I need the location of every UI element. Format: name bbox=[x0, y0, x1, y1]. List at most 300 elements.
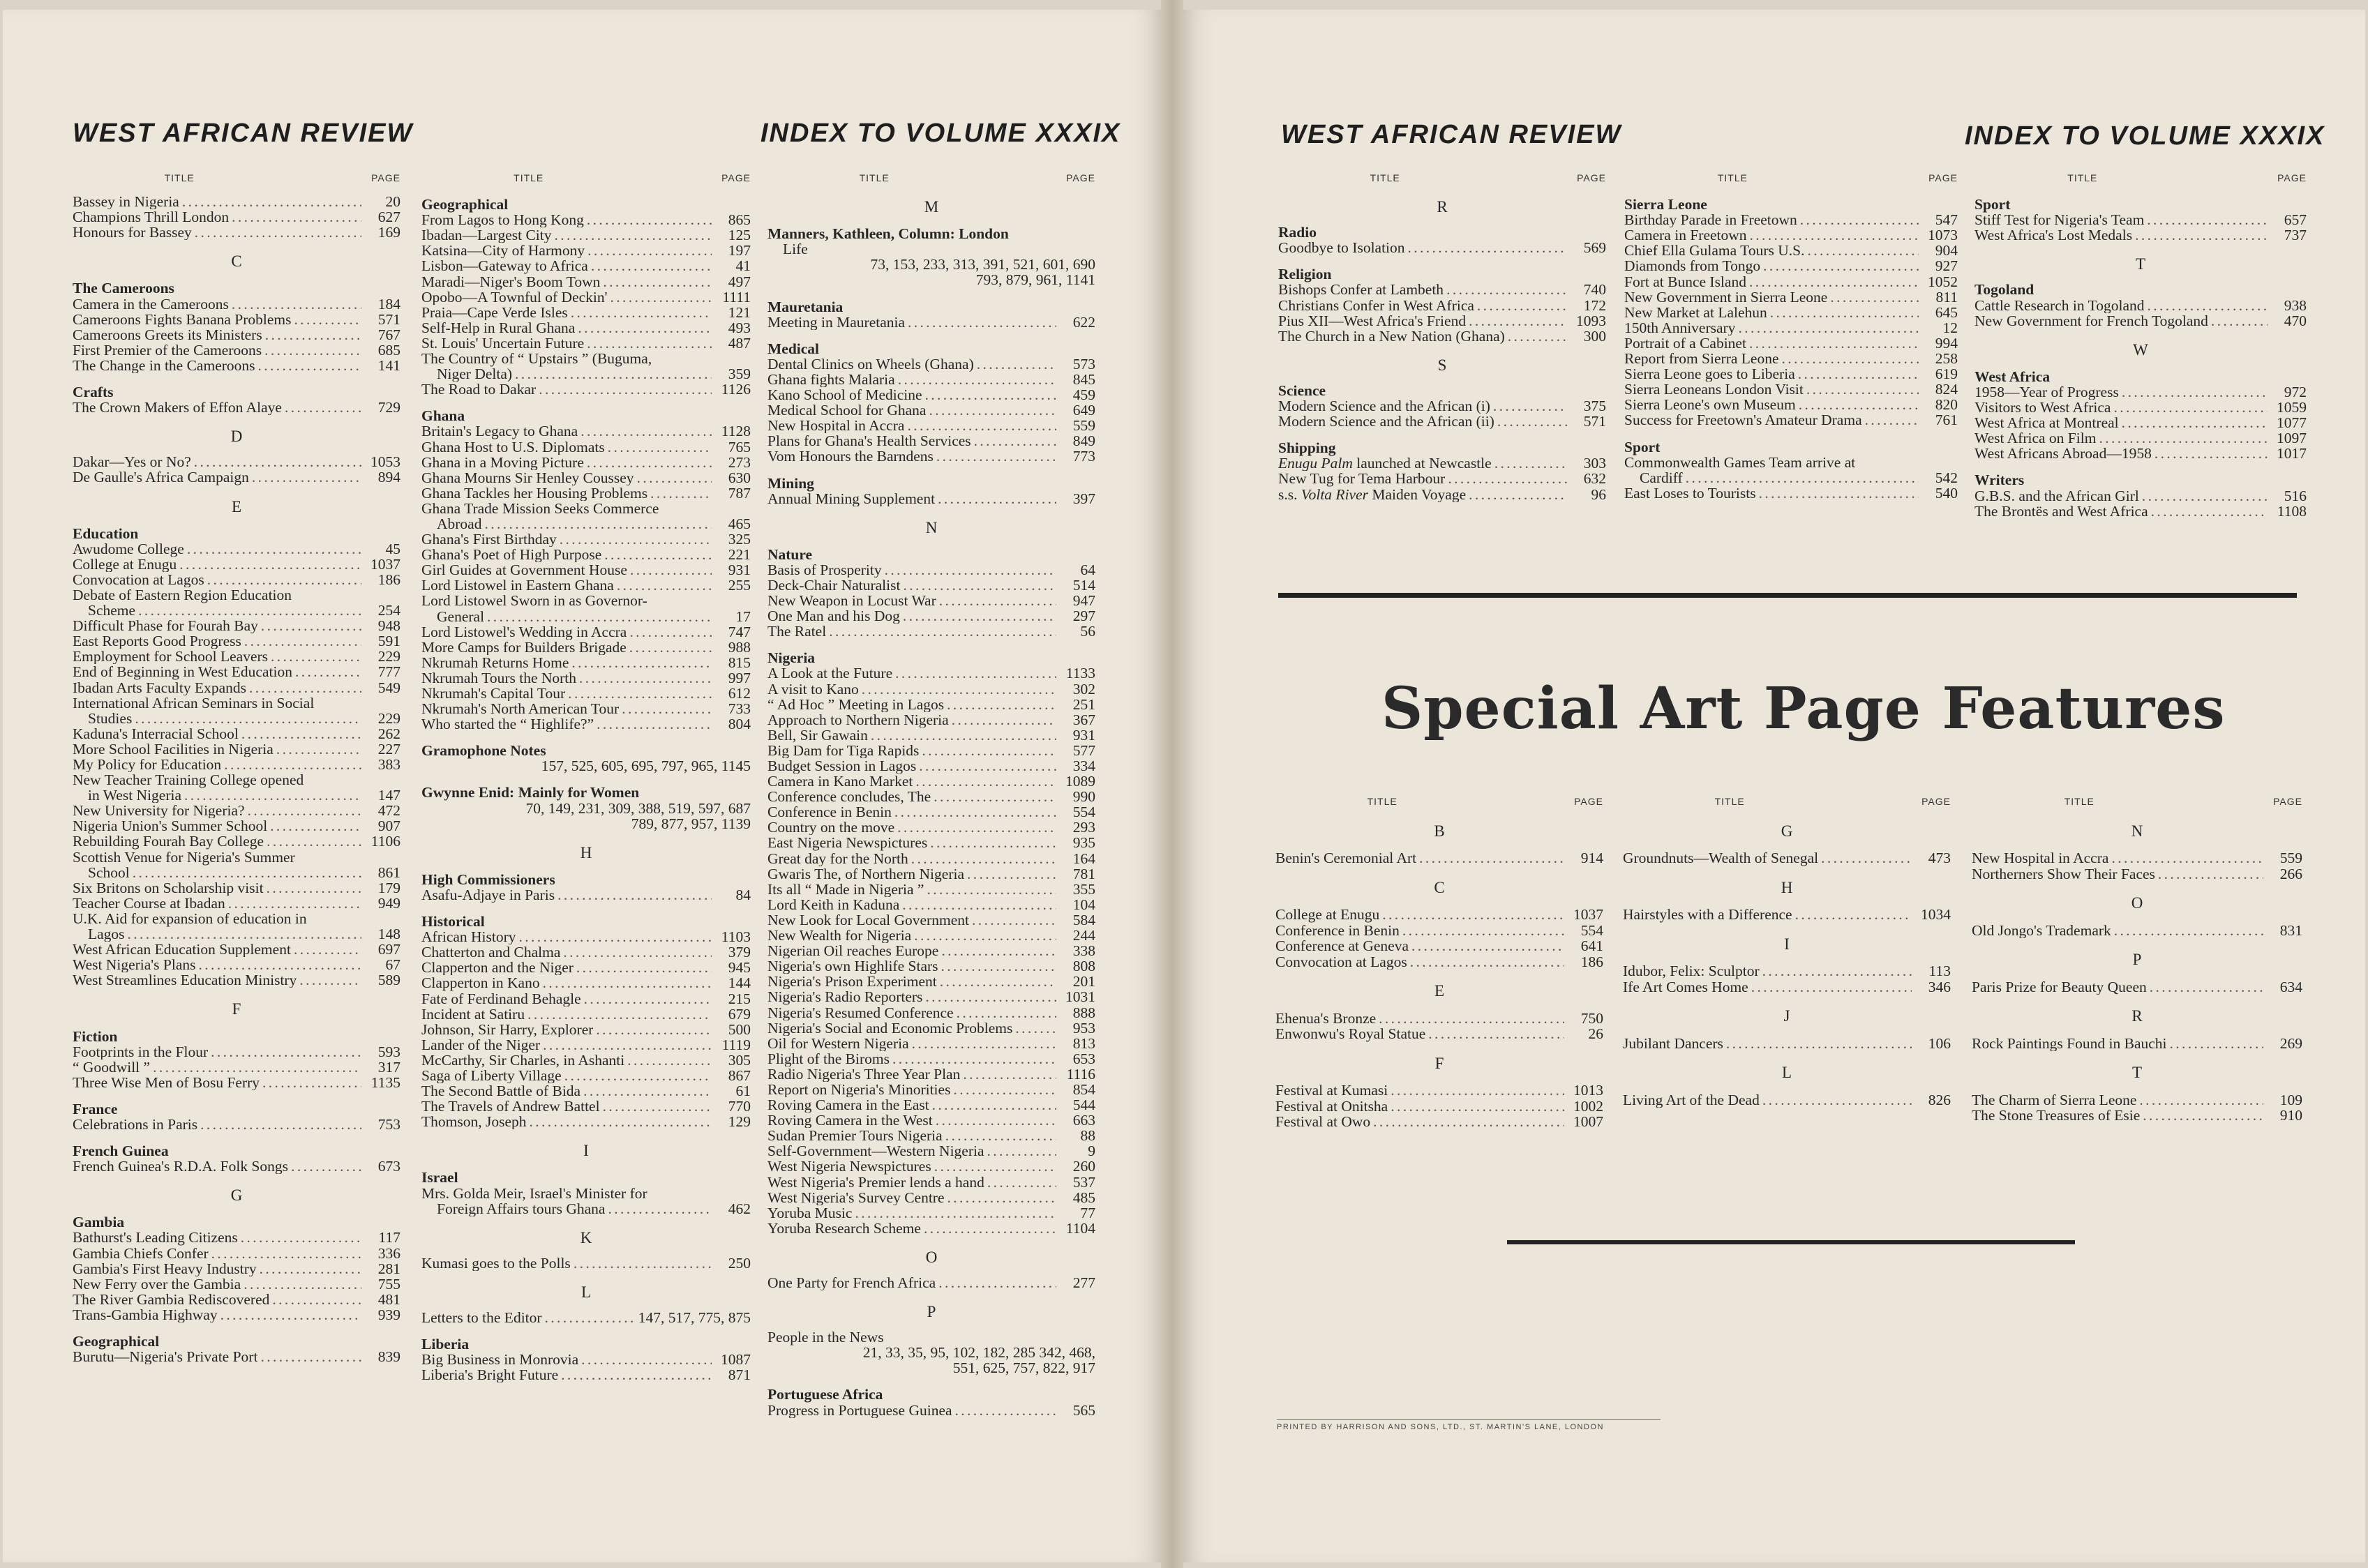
entry-page: 1059 bbox=[2277, 399, 2307, 416]
entry-title: Teacher Course at Ibadan bbox=[73, 895, 225, 911]
entry-line: 551, 625, 757, 822, 917 bbox=[952, 1359, 1095, 1377]
index-entry bbox=[1624, 485, 1958, 501]
entry-page: 273 bbox=[728, 453, 751, 471]
entry-title: The Second Battle of Bida bbox=[421, 1083, 581, 1099]
leader-dots bbox=[267, 880, 361, 896]
entry-title: Camera in the Cameroons bbox=[73, 296, 229, 312]
entry-page: 355 bbox=[1072, 880, 1095, 898]
entry-title: My Policy for Education bbox=[73, 757, 222, 773]
leader-dots bbox=[1749, 336, 1919, 351]
entry-title: Yoruba Music bbox=[767, 1205, 853, 1221]
index-entry bbox=[421, 470, 751, 485]
entry-page: 147, 517, 775, 875 bbox=[638, 1309, 751, 1326]
index-entry bbox=[73, 972, 400, 988]
entry-page: 26 bbox=[1588, 1025, 1603, 1042]
index-entry bbox=[421, 1310, 751, 1325]
entry-page: 622 bbox=[1072, 313, 1095, 331]
leader-dots bbox=[2151, 504, 2268, 519]
column-header-page: PAGE bbox=[2277, 172, 2307, 183]
entry-page: 338 bbox=[1072, 942, 1095, 960]
entry-title: Kumasi goes to the Polls bbox=[421, 1255, 571, 1271]
section-letter: R bbox=[2131, 1007, 2143, 1025]
entry-title: Gambia Chiefs Confer bbox=[73, 1245, 209, 1261]
entry-page: 88 bbox=[1080, 1127, 1095, 1145]
index-entry bbox=[767, 402, 1095, 418]
column-header bbox=[1972, 794, 2302, 810]
entry-page: 497 bbox=[728, 273, 751, 290]
entry-title: Roving Camera in the East bbox=[767, 1097, 929, 1113]
leader-dots bbox=[936, 448, 1056, 464]
leader-dots bbox=[564, 1068, 712, 1083]
entry-page: 781 bbox=[1072, 865, 1095, 882]
entry-page: 1053 bbox=[370, 453, 400, 471]
leader-dots bbox=[194, 454, 361, 469]
entry-title: Nigeria's own Highlife Stars bbox=[767, 958, 938, 974]
entry-title: Girl Guides at Government House bbox=[421, 562, 627, 578]
leader-dots bbox=[265, 327, 361, 342]
index-entry bbox=[421, 1037, 751, 1053]
index-entry bbox=[767, 1175, 1095, 1190]
leader-dots bbox=[908, 315, 1056, 330]
leader-dots bbox=[1807, 243, 1919, 258]
entry-title: Cattle Research in Togoland bbox=[1974, 297, 2145, 313]
entry-title: Old Jongo's Trademark bbox=[1972, 922, 2111, 938]
entry-page: 767 bbox=[377, 326, 400, 343]
index-entry bbox=[1278, 282, 1606, 297]
section-letter: H bbox=[580, 843, 592, 861]
leader-dots bbox=[1469, 487, 1567, 502]
index-entry bbox=[73, 1075, 400, 1090]
section-heading: Mauretania bbox=[767, 298, 844, 315]
leader-dots bbox=[200, 1117, 361, 1132]
entry-title: Ibadan Arts Faculty Expands bbox=[73, 679, 246, 695]
index-entry bbox=[767, 1005, 1095, 1020]
index-entry bbox=[1275, 1114, 1603, 1130]
index-entry bbox=[767, 593, 1095, 608]
section-heading: Historical bbox=[421, 913, 485, 930]
index-entry bbox=[1624, 320, 1958, 336]
entry-title: College at Enugu bbox=[1275, 907, 1380, 923]
leader-dots bbox=[2122, 415, 2268, 430]
entry-title: Convocation at Lagos bbox=[73, 571, 204, 587]
entry-title: Christians Confer in West Africa bbox=[1278, 297, 1474, 313]
index-entry bbox=[1972, 1036, 2302, 1052]
entry-page: 540 bbox=[1935, 484, 1958, 502]
entry-page: 17 bbox=[735, 608, 751, 625]
entry-title: New Government in Sierra Leone bbox=[1624, 289, 1828, 305]
index-entry bbox=[421, 670, 751, 686]
leader-dots bbox=[2150, 979, 2263, 995]
index-entry bbox=[1624, 258, 1958, 273]
index-entry bbox=[767, 1221, 1095, 1236]
section-letter: F bbox=[232, 1000, 241, 1018]
entry-title: School bbox=[88, 864, 130, 880]
entry-title: Conference at Geneva bbox=[1275, 938, 1409, 954]
entry-title: Nkrumah Returns Home bbox=[421, 654, 569, 670]
entry-page: 255 bbox=[728, 577, 751, 594]
leader-dots bbox=[2122, 384, 2268, 400]
index-entry bbox=[73, 296, 400, 312]
entry-title: Nigeria's Prison Experiment bbox=[767, 974, 937, 990]
index-entry bbox=[73, 1044, 400, 1060]
entry-page: 1103 bbox=[721, 928, 751, 946]
entry-page: 500 bbox=[728, 1020, 751, 1038]
index-entry bbox=[767, 882, 1095, 897]
index-entry bbox=[421, 1053, 751, 1068]
index-entry bbox=[767, 1205, 1095, 1221]
entry-page: 948 bbox=[377, 617, 400, 635]
entry-title: More School Facilities in Nigeria bbox=[73, 741, 273, 757]
leader-dots bbox=[897, 820, 1056, 835]
entry-page: 839 bbox=[377, 1348, 400, 1366]
index-entry bbox=[1624, 289, 1958, 305]
index-entry bbox=[73, 834, 400, 849]
entry-page: 673 bbox=[377, 1158, 400, 1175]
entry-title: Britain's Legacy to Ghana bbox=[421, 423, 578, 439]
leader-dots bbox=[1738, 320, 1919, 336]
leader-dots bbox=[1800, 212, 1919, 227]
leader-dots bbox=[1373, 1114, 1564, 1130]
leader-dots bbox=[244, 633, 361, 649]
entry-page: 1104 bbox=[1065, 1219, 1095, 1237]
entry-title: West Nigeria's Survey Centre bbox=[767, 1189, 945, 1205]
entry-title: West Nigeria's Premier lends a hand bbox=[767, 1174, 984, 1190]
section-heading: Geographical bbox=[73, 1333, 160, 1350]
leader-dots bbox=[972, 912, 1056, 928]
column-header-page: PAGE bbox=[371, 172, 400, 183]
entry-title: Six Britons on Scholarship visit bbox=[73, 880, 264, 896]
section-heading: Writers bbox=[1974, 472, 2025, 489]
index-entry bbox=[73, 942, 400, 957]
leader-dots bbox=[1382, 907, 1564, 923]
entry-line: Mrs. Golda Meir, Israel's Minister for bbox=[421, 1184, 647, 1202]
printer-imprint: PRINTED BY HARRISON AND SONS, LTD., ST. MARTIN'S LANE, LONDON bbox=[1277, 1423, 1604, 1431]
entry-title: West Africa's Lost Medals bbox=[1974, 227, 2133, 243]
index-entry bbox=[421, 655, 751, 670]
entry-page: 804 bbox=[728, 716, 751, 733]
entry-page: 258 bbox=[1935, 350, 1958, 368]
entry-page: 141 bbox=[377, 356, 400, 374]
entry-title: New Weapon in Locust War bbox=[767, 593, 936, 609]
leader-dots bbox=[629, 624, 712, 640]
leader-dots bbox=[571, 655, 712, 670]
index-entry bbox=[421, 439, 751, 455]
leader-dots bbox=[2211, 313, 2268, 329]
index-entry bbox=[1974, 227, 2307, 243]
leader-dots bbox=[912, 1036, 1056, 1051]
column-header-title: TITLE bbox=[1370, 172, 1400, 183]
column-header bbox=[767, 170, 1095, 186]
index-entry bbox=[1624, 470, 1958, 485]
column-header-title: TITLE bbox=[164, 172, 195, 183]
entry-page: 472 bbox=[377, 802, 400, 820]
index-entry bbox=[73, 194, 400, 209]
entry-line: Ghana Trade Mission Seeks Commerce bbox=[421, 499, 659, 517]
leader-dots bbox=[1763, 258, 1919, 273]
index-entry bbox=[1275, 1083, 1603, 1099]
entry-page: 201 bbox=[1072, 973, 1095, 990]
section-letter: E bbox=[231, 497, 242, 515]
divider-rule bbox=[1278, 593, 2297, 598]
entry-title: Ife Art Comes Home bbox=[1623, 979, 1748, 995]
leader-dots bbox=[914, 928, 1056, 943]
index-entry bbox=[767, 804, 1095, 820]
leader-dots bbox=[527, 1007, 712, 1022]
entry-title: 150th Anniversary bbox=[1624, 319, 1736, 336]
index-column bbox=[421, 170, 751, 1382]
leader-dots bbox=[930, 835, 1056, 850]
section-heading: Education bbox=[73, 525, 139, 542]
entry-title: Camera in Kano Market bbox=[767, 774, 913, 790]
leader-dots bbox=[128, 926, 361, 942]
entry-title: Northerners Show Their Faces bbox=[1972, 866, 2155, 882]
section-letter: C bbox=[231, 252, 242, 271]
column-header-page: PAGE bbox=[2273, 796, 2302, 807]
leader-dots bbox=[224, 757, 361, 772]
index-entry bbox=[1278, 298, 1606, 313]
entry-title: Yoruba Research Scheme bbox=[767, 1220, 921, 1236]
entry-page: 281 bbox=[377, 1260, 400, 1277]
entry-title: Burutu—Nigeria's Private Port bbox=[73, 1349, 258, 1365]
entry-title: New Look for Local Government bbox=[767, 912, 969, 928]
leader-dots bbox=[1726, 1036, 1912, 1052]
entry-title: Festival at Onitsha bbox=[1275, 1098, 1388, 1114]
entry-page: 96 bbox=[1591, 485, 1606, 503]
leader-dots bbox=[133, 865, 361, 880]
section-heading: Nature bbox=[767, 545, 813, 563]
entry-page: 260 bbox=[1072, 1158, 1095, 1175]
index-entry bbox=[1972, 923, 2302, 939]
entry-page: 293 bbox=[1072, 819, 1095, 836]
index-entry bbox=[1278, 398, 1606, 414]
entry-page: 1037 bbox=[370, 555, 400, 573]
leader-dots bbox=[911, 851, 1056, 866]
section-letter: G bbox=[230, 1186, 243, 1205]
entry-title: Birthday Parade in Freetown bbox=[1624, 212, 1797, 228]
entry-title: De Gaulle's Africa Campaign bbox=[73, 469, 249, 485]
index-entry bbox=[421, 1083, 751, 1099]
running-head-left: WEST AFRICAN REVIEW bbox=[73, 119, 414, 148]
entry-page: 591 bbox=[377, 633, 400, 650]
index-entry bbox=[767, 433, 1095, 448]
entry-title: East Loses to Tourists bbox=[1624, 485, 1756, 501]
entry-title: West Africa at Montreal bbox=[1974, 415, 2119, 431]
index-entry bbox=[1974, 384, 2307, 400]
leader-dots bbox=[637, 470, 712, 485]
leader-dots bbox=[871, 728, 1056, 743]
leader-dots bbox=[249, 680, 361, 695]
entry-page: 787 bbox=[728, 484, 751, 502]
index-entry bbox=[73, 880, 400, 896]
index-entry bbox=[421, 532, 751, 547]
section-heading: Mining bbox=[767, 474, 814, 492]
leader-dots bbox=[1795, 907, 1912, 923]
leader-dots bbox=[138, 603, 361, 618]
entry-title: Bishops Confer at Lambeth bbox=[1278, 282, 1444, 298]
entry-page: 845 bbox=[1072, 370, 1095, 388]
entry-title: Stiff Test for Nigeria's Team bbox=[1974, 212, 2145, 228]
leader-dots bbox=[484, 516, 712, 532]
leader-dots bbox=[295, 664, 361, 679]
index-entry bbox=[767, 1143, 1095, 1159]
section-heading: Gramophone Notes bbox=[421, 742, 546, 760]
index-entry bbox=[73, 1349, 400, 1364]
column-header-title: TITLE bbox=[2064, 796, 2095, 807]
leader-dots bbox=[1830, 289, 1919, 305]
entry-page: 938 bbox=[2284, 296, 2307, 314]
entry-page: 765 bbox=[728, 438, 751, 455]
entry-page: 685 bbox=[377, 341, 400, 359]
index-entry bbox=[767, 372, 1095, 387]
entry-page: 663 bbox=[1072, 1112, 1095, 1129]
entry-title: Asafu-Adjaye in Paris bbox=[421, 887, 555, 903]
leader-dots bbox=[603, 274, 712, 289]
entry-page: 657 bbox=[2284, 211, 2307, 229]
entry-page: 1128 bbox=[721, 423, 751, 440]
column-header-title: TITLE bbox=[2067, 172, 2098, 183]
entry-title: General bbox=[437, 608, 485, 624]
entry-page: 949 bbox=[377, 894, 400, 912]
entry-page: 179 bbox=[377, 879, 400, 896]
index-entry bbox=[73, 803, 400, 818]
entry-page: 953 bbox=[1072, 1019, 1095, 1036]
index-entry bbox=[73, 818, 400, 834]
entry-page: 1034 bbox=[1921, 906, 1951, 923]
leader-dots bbox=[898, 372, 1056, 387]
entry-title: Nigeria's Social and Economic Problems bbox=[767, 1020, 1013, 1036]
index-entry bbox=[767, 608, 1095, 624]
column-header bbox=[1974, 170, 2307, 186]
index-entry bbox=[1278, 455, 1606, 471]
index-entry bbox=[767, 448, 1095, 464]
leader-dots bbox=[955, 1403, 1056, 1418]
index-entry bbox=[73, 1307, 400, 1322]
leader-dots bbox=[629, 640, 712, 655]
entry-title: One Party for French Africa bbox=[767, 1275, 936, 1291]
special-column bbox=[1623, 794, 1951, 1108]
index-entry bbox=[73, 741, 400, 757]
entry-page: 144 bbox=[728, 974, 751, 992]
index-entry bbox=[73, 726, 400, 741]
entry-title: Nigeria's Radio Reporters bbox=[767, 989, 923, 1005]
entry-page: 577 bbox=[1072, 741, 1095, 759]
entry-page: 914 bbox=[1580, 850, 1603, 866]
leader-dots bbox=[1751, 979, 1912, 995]
index-entry bbox=[767, 665, 1095, 681]
leader-dots bbox=[925, 989, 1056, 1004]
entry-page: 41 bbox=[735, 257, 751, 275]
entry-title: s.s. Volta River Maiden Voyage bbox=[1278, 486, 1467, 502]
entry-title: Sierra Leone's own Museum bbox=[1624, 397, 1796, 413]
entry-title: Enwonwu's Royal Statue bbox=[1275, 1026, 1426, 1042]
index-entry bbox=[767, 1020, 1095, 1036]
entry-page: 1037 bbox=[1573, 906, 1603, 923]
section-letter: P bbox=[2132, 951, 2142, 968]
leader-dots bbox=[587, 455, 712, 470]
entry-page: 554 bbox=[1072, 804, 1095, 821]
index-entry bbox=[1275, 1099, 1603, 1115]
entry-title: Success for Freetown's Amateur Drama bbox=[1624, 412, 1862, 428]
leader-dots bbox=[555, 227, 712, 243]
entry-page: 317 bbox=[377, 1058, 400, 1076]
entry-title: Report from Sierra Leone bbox=[1624, 351, 1779, 367]
entry-title: Celebrations in Paris bbox=[73, 1116, 198, 1133]
leader-dots bbox=[952, 712, 1056, 728]
index-entry bbox=[73, 787, 400, 803]
index-entry bbox=[767, 418, 1095, 433]
entry-page: 297 bbox=[1072, 608, 1095, 625]
entry-title: Great day for the North bbox=[767, 850, 908, 866]
leader-dots bbox=[248, 803, 361, 818]
entry-page: 854 bbox=[1072, 1080, 1095, 1098]
entry-page: 197 bbox=[728, 242, 751, 259]
leader-dots bbox=[591, 258, 712, 273]
entry-title: Festival at Kumasi bbox=[1275, 1083, 1388, 1099]
section-letter: T bbox=[2135, 255, 2146, 273]
index-entry bbox=[1278, 487, 1606, 502]
leader-dots bbox=[2158, 866, 2263, 882]
index-entry bbox=[421, 516, 751, 532]
entry-page: 121 bbox=[728, 303, 751, 321]
entry-page: 367 bbox=[1072, 711, 1095, 728]
entry-page: 865 bbox=[728, 211, 751, 229]
entry-page: 1093 bbox=[1576, 312, 1606, 329]
entry-page: 755 bbox=[377, 1275, 400, 1292]
index-entry bbox=[73, 664, 400, 679]
leader-dots bbox=[579, 670, 712, 686]
index-entry bbox=[767, 958, 1095, 974]
leader-dots bbox=[902, 897, 1056, 912]
entry-title: Lord Listowel's Wedding in Accra bbox=[421, 624, 627, 640]
leader-dots bbox=[650, 485, 712, 501]
index-entry bbox=[1624, 336, 1958, 351]
index-entry bbox=[421, 423, 751, 439]
leader-dots bbox=[587, 212, 712, 227]
index-entry bbox=[767, 758, 1095, 774]
leader-dots bbox=[299, 972, 361, 988]
leader-dots bbox=[987, 1143, 1056, 1159]
index-entry bbox=[421, 289, 751, 305]
section-heading: Manners, Kathleen, Column: London bbox=[767, 225, 1009, 243]
index-entry bbox=[421, 1022, 751, 1037]
leader-dots bbox=[907, 418, 1056, 433]
entry-title: Ibadan—Largest City bbox=[421, 227, 552, 243]
section-letter: J bbox=[1783, 1007, 1790, 1025]
entry-page: 554 bbox=[1580, 921, 1603, 939]
entry-page: 67 bbox=[385, 956, 400, 974]
leader-dots bbox=[1410, 954, 1564, 970]
entry-title: Ghana fights Malaria bbox=[767, 371, 895, 388]
entry-page: 473 bbox=[1928, 850, 1951, 866]
ship-name: Enugu Palm bbox=[1278, 455, 1353, 472]
section-heading: Shipping bbox=[1278, 439, 1336, 457]
entry-page: 184 bbox=[377, 295, 400, 312]
entry-title: Groundnuts—Wealth of Senegal bbox=[1623, 850, 1819, 866]
index-entry bbox=[767, 1036, 1095, 1051]
section-letter: O bbox=[2131, 894, 2143, 912]
leader-dots bbox=[927, 882, 1056, 897]
index-entry bbox=[1974, 488, 2307, 504]
entry-title: Who started the “ Highlife?” bbox=[421, 716, 594, 732]
entry-title: Goodbye to Isolation bbox=[1278, 240, 1405, 256]
section-letter: L bbox=[1781, 1064, 1792, 1081]
entry-page: 269 bbox=[2279, 1034, 2302, 1052]
section-letter: C bbox=[1434, 878, 1445, 896]
section-letter: F bbox=[1434, 1054, 1444, 1072]
entry-title: Big Dam for Tiga Rapids bbox=[767, 742, 920, 758]
index-entry bbox=[767, 1403, 1095, 1418]
entry-title: West Africans Abroad—1958 bbox=[1974, 446, 2152, 462]
